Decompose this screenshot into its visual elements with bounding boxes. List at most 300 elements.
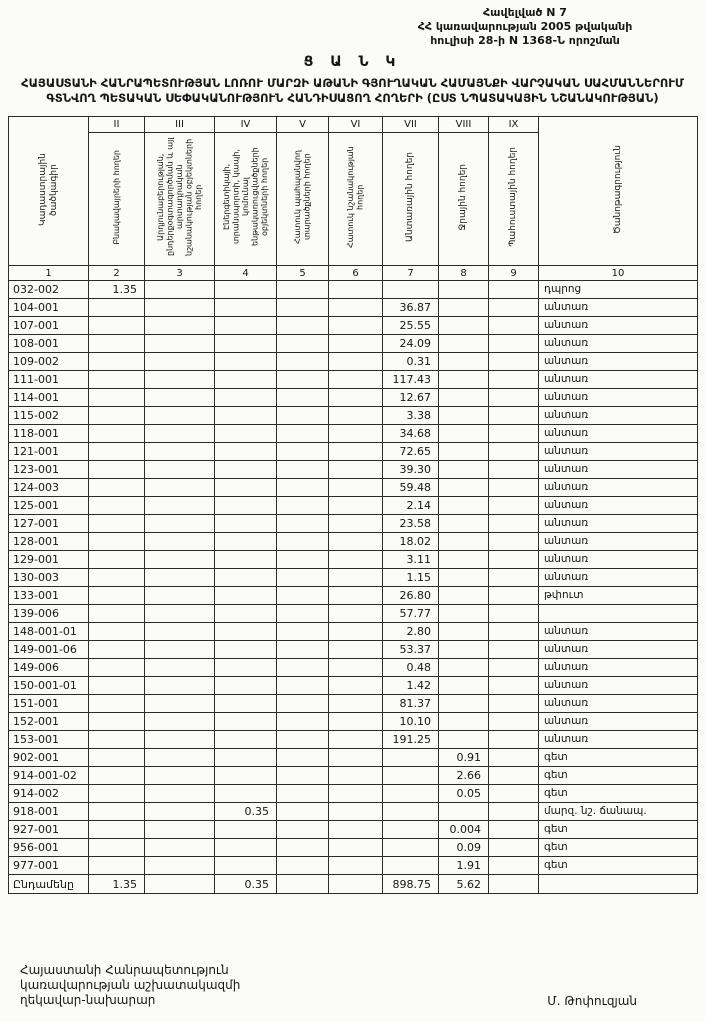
cell-area-value [329,479,383,497]
cell-area-value [215,749,277,767]
cell-area-value [329,731,383,749]
cell-area-value [145,569,215,587]
cell-area-value [489,335,539,353]
cell-area-value [277,407,329,425]
cell-area-value [489,443,539,461]
cell-area-value [89,713,145,731]
cell-area-value: 23.58 [383,515,439,533]
column-numeral: II [89,117,145,133]
cell-area-value [277,371,329,389]
cell-note: անտառ [539,695,698,713]
appendix-line-1: Հավելված N 7 [483,6,567,19]
cell-area-value [215,443,277,461]
column-numeral: IV [215,117,277,133]
cell-area-value: 0.35 [215,875,277,894]
column-number: 10 [539,266,698,281]
page-title: Ց Ա Ն Կ [303,54,402,70]
table-row [9,515,698,533]
cell-area-value [489,803,539,821]
cell-area-value [89,839,145,857]
cell-area-value [89,371,145,389]
cell-note: անտառ [539,479,698,497]
cell-area-value [329,515,383,533]
cell-area-value [89,587,145,605]
column-number: 6 [329,266,383,281]
cell-area-value: 25.55 [383,317,439,335]
cell-area-value [215,731,277,749]
column-header-special-lands: Հատուկ նշանակության հողեր [329,133,383,266]
cell-area-value [329,749,383,767]
table-row [9,461,698,479]
cell-note: անտառ [539,443,698,461]
table-row [9,677,698,695]
column-number: 5 [277,266,329,281]
cell-cadastral-code: 129-001 [9,551,89,569]
cell-area-value [277,623,329,641]
cell-area-value: 117.43 [383,371,439,389]
cell-area-value [439,515,489,533]
cell-area-value [145,839,215,857]
document-footer [8,963,697,1008]
appendix-block [375,6,675,48]
cell-area-value [89,479,145,497]
cell-area-value [277,677,329,695]
cell-area-value [439,299,489,317]
cell-area-value [383,281,439,299]
cell-area-value [215,695,277,713]
cell-area-value: 898.75 [383,875,439,894]
column-number: 8 [439,266,489,281]
appendix-line-2: ՀՀ կառավարության 2005 թվականի [417,20,633,33]
table-row [9,551,698,569]
cell-area-value: 1.35 [89,281,145,299]
cell-area-value [145,803,215,821]
cell-area-value [145,695,215,713]
cell-area-value [277,443,329,461]
cell-area-value [89,515,145,533]
cell-note: անտառ [539,659,698,677]
table-row [9,533,698,551]
cell-area-value [145,731,215,749]
cell-note: անտառ [539,407,698,425]
cell-area-value [489,407,539,425]
cell-area-value [329,569,383,587]
column-numeral: V [277,117,329,133]
cell-note: անտառ [539,353,698,371]
cell-area-value: 81.37 [383,695,439,713]
cell-area-value [439,317,489,335]
cell-area-value [145,641,215,659]
cell-area-value [329,659,383,677]
cell-area-value [489,677,539,695]
cell-area-value [277,551,329,569]
cell-area-value: 26.80 [383,587,439,605]
cell-note: անտառ [539,641,698,659]
cell-area-value [489,605,539,623]
cell-area-value [329,299,383,317]
cell-area-value [489,587,539,605]
cell-area-value [145,299,215,317]
cell-area-value [89,803,145,821]
cell-area-value [489,389,539,407]
column-number: 7 [383,266,439,281]
cell-area-value [489,659,539,677]
cell-area-value [329,857,383,875]
cell-area-value: 3.11 [383,551,439,569]
table-row [9,821,698,839]
cell-area-value [89,317,145,335]
cell-area-value [489,425,539,443]
cell-cadastral-code: 128-001 [9,533,89,551]
table-row [9,281,698,299]
cell-note: թփուտ [539,587,698,605]
cell-area-value [277,389,329,407]
cell-area-value [277,317,329,335]
cell-area-value [277,497,329,515]
cell-area-value [329,353,383,371]
cell-area-value [439,389,489,407]
cell-note: գետ [539,785,698,803]
table-row [9,353,698,371]
cell-area-value [439,479,489,497]
cell-area-value [277,479,329,497]
cell-area-value [329,677,383,695]
cell-area-value [145,587,215,605]
cell-area-value: 39.30 [383,461,439,479]
table-row [9,389,698,407]
cell-cadastral-code: 107-001 [9,317,89,335]
column-header-protected-lands: Հատուկ պահպանվող տարածքների հողեր [277,133,329,266]
cell-area-value: 0.05 [439,785,489,803]
roman-numeral-row [9,117,698,133]
cell-note: անտառ [539,299,698,317]
column-number: 4 [215,266,277,281]
column-header-water-lands: Ջրային հողեր [439,133,489,266]
cell-area-value: 34.68 [383,425,439,443]
table-row [9,407,698,425]
cell-area-value [277,461,329,479]
table-row [9,443,698,461]
cell-cadastral-code: 918-001 [9,803,89,821]
cell-area-value [439,497,489,515]
cell-area-value [215,317,277,335]
cell-cadastral-code: 151-001 [9,695,89,713]
footer-line-1: Հայաստանի Հանրապետություն [20,963,229,977]
column-numeral: VI [329,117,383,133]
cell-area-value [89,551,145,569]
cell-area-value [439,353,489,371]
cell-area-value [277,749,329,767]
cell-area-value [215,605,277,623]
cell-area-value [277,803,329,821]
cell-area-value [489,749,539,767]
cell-area-value [89,335,145,353]
cell-note [539,605,698,623]
cell-area-value [277,875,329,894]
cell-area-value [215,281,277,299]
cell-area-value [329,605,383,623]
cell-cadastral-code: 139-006 [9,605,89,623]
cell-cadastral-code: 152-001 [9,713,89,731]
table-row [9,857,698,875]
cell-area-value [145,317,215,335]
cell-area-value [489,461,539,479]
cell-area-value [145,857,215,875]
cell-area-value [439,803,489,821]
cell-area-value [439,569,489,587]
cell-area-value [145,515,215,533]
cell-area-value [439,641,489,659]
cell-area-value [439,335,489,353]
cell-cadastral-code: 109-002 [9,353,89,371]
cell-note: անտառ [539,533,698,551]
cell-area-value [329,425,383,443]
cell-area-value [329,533,383,551]
cell-area-value [145,785,215,803]
cell-note: դպրոց [539,281,698,299]
table-row [9,713,698,731]
cell-area-value [329,875,383,894]
cell-area-value [329,695,383,713]
cell-area-value [439,281,489,299]
cell-area-value: 0.09 [439,839,489,857]
cell-area-value [277,425,329,443]
cell-area-value [145,677,215,695]
cell-cadastral-code: 153-001 [9,731,89,749]
cell-area-value [329,317,383,335]
cell-cadastral-code: 114-001 [9,389,89,407]
column-header-forest-lands: Անտառային հողեր [383,133,439,266]
cell-area-value [277,695,329,713]
cell-note: անտառ [539,569,698,587]
cell-cadastral-code: 124-003 [9,479,89,497]
cell-area-value [145,479,215,497]
column-numeral: VIII [439,117,489,133]
cell-area-value: 53.37 [383,641,439,659]
cell-area-value [383,803,439,821]
cell-area-value [277,353,329,371]
cell-area-value [489,623,539,641]
cell-area-value [145,533,215,551]
column-header-cadastral-code: Կադաստրային ծածկագիր [9,117,89,266]
cell-area-value [215,821,277,839]
cell-area-value [215,677,277,695]
cell-area-value [329,281,383,299]
cell-note: գետ [539,749,698,767]
cell-area-value [215,857,277,875]
cell-area-value: 57.77 [383,605,439,623]
cell-area-value [439,713,489,731]
column-header-settlement-lands: Բնակավայրերի հողեր [89,133,145,266]
cell-area-value [439,443,489,461]
cell-area-value [89,569,145,587]
cell-area-value [277,335,329,353]
cell-area-value [89,353,145,371]
cell-area-value [145,605,215,623]
column-header-industrial-lands: Արդյունաբերության, ընդերքօգտագործման և այլ արտադրական նշանակության օբյեկտների հողեր [145,133,215,266]
cell-area-value [329,461,383,479]
cell-area-value: 18.02 [383,533,439,551]
table-row [9,587,698,605]
cell-area-value [145,407,215,425]
cell-note [539,875,698,894]
table-row [9,317,698,335]
cell-area-value [89,443,145,461]
cell-area-value [277,857,329,875]
cell-area-value [145,335,215,353]
column-header-infrastructure-lands: Էներգետիկայի, տրանսպորտի, կապի, կոմունալ ենթակառուցվածքների օբյեկտների հողեր [215,133,277,266]
signatory-name: Մ. Թոփուզյան [547,994,637,1008]
cell-area-value: 1.91 [439,857,489,875]
cell-area-value [489,695,539,713]
cell-area-value [383,839,439,857]
cell-area-value [145,443,215,461]
cell-area-value [489,299,539,317]
cell-area-value [277,659,329,677]
cell-area-value: 2.66 [439,767,489,785]
cell-area-value [215,713,277,731]
cell-note: անտառ [539,623,698,641]
cell-area-value [489,353,539,371]
cell-cadastral-code: 121-001 [9,443,89,461]
cell-note: գետ [539,839,698,857]
cell-area-value [89,731,145,749]
table-body [9,281,698,894]
cell-area-value [489,821,539,839]
cell-area-value [489,713,539,731]
cell-cadastral-code: 118-001 [9,425,89,443]
cell-area-value [145,875,215,894]
cell-area-value: 191.25 [383,731,439,749]
cell-area-value [329,839,383,857]
cell-area-value [489,785,539,803]
cell-area-value [145,425,215,443]
cell-area-value [329,407,383,425]
cell-area-value [489,641,539,659]
cell-area-value [277,605,329,623]
cell-area-value [145,749,215,767]
cell-cadastral-code: 133-001 [9,587,89,605]
cell-area-value [145,497,215,515]
table-row [9,497,698,515]
cell-area-value [215,299,277,317]
cell-area-value [89,785,145,803]
table-row [9,803,698,821]
cell-area-value [89,623,145,641]
cell-area-value [145,659,215,677]
cell-area-value [439,677,489,695]
cell-cadastral-code: 123-001 [9,461,89,479]
cell-area-value [489,371,539,389]
cell-area-value [277,281,329,299]
cell-area-value [89,389,145,407]
cell-area-value: 59.48 [383,479,439,497]
table-row [9,371,698,389]
cell-cadastral-code: 104-001 [9,299,89,317]
cell-area-value [215,515,277,533]
cell-area-value [215,371,277,389]
cell-area-value [439,407,489,425]
cell-area-value [329,335,383,353]
cell-area-value [439,533,489,551]
cell-cadastral-code: 927-001 [9,821,89,839]
total-row [9,875,698,894]
cell-area-value [215,497,277,515]
cell-area-value [215,587,277,605]
cell-area-value [89,605,145,623]
cell-area-value: 0.004 [439,821,489,839]
cell-area-value [145,389,215,407]
cell-area-value [329,821,383,839]
table-row [9,299,698,317]
cell-note: անտառ [539,425,698,443]
cell-cadastral-code: 032-002 [9,281,89,299]
cell-area-value [215,623,277,641]
cell-area-value: 10.10 [383,713,439,731]
cell-area-value: 1.42 [383,677,439,695]
cell-area-value [89,695,145,713]
cell-area-value [329,641,383,659]
cell-area-value [489,533,539,551]
column-number: 3 [145,266,215,281]
cell-area-value [277,299,329,317]
cell-area-value [329,371,383,389]
cell-area-value [215,407,277,425]
cell-area-value [489,515,539,533]
cell-area-value [439,731,489,749]
cell-area-value [489,479,539,497]
cell-area-value [215,389,277,407]
cell-area-value [215,785,277,803]
cell-area-value [89,641,145,659]
cell-area-value: 0.35 [215,803,277,821]
cell-area-value [145,353,215,371]
cell-area-value [489,767,539,785]
cell-area-value: 1.35 [89,875,145,894]
cell-area-value [145,371,215,389]
cell-area-value [329,623,383,641]
cell-cadastral-code: 115-002 [9,407,89,425]
cell-area-value [489,551,539,569]
cell-area-value [329,803,383,821]
cell-area-value [89,461,145,479]
cell-area-value: 5.62 [439,875,489,894]
cell-area-value [277,533,329,551]
cell-area-value [329,551,383,569]
cell-note: գետ [539,857,698,875]
cell-area-value [89,299,145,317]
cell-note: անտառ [539,335,698,353]
cell-area-value [439,623,489,641]
cell-area-value [215,335,277,353]
cell-area-value [277,785,329,803]
cell-area-value: 0.31 [383,353,439,371]
cell-cadastral-code: 148-001-01 [9,623,89,641]
cell-area-value [439,659,489,677]
cell-area-value: 2.80 [383,623,439,641]
cell-area-value [215,551,277,569]
table-row [9,785,698,803]
cell-cadastral-code: 914-002 [9,785,89,803]
cell-area-value [215,353,277,371]
column-header-notes: Ծանոթագրություն [539,117,698,266]
cell-area-value: 24.09 [383,335,439,353]
table-row [9,425,698,443]
cell-area-value [89,767,145,785]
cell-area-value: 72.65 [383,443,439,461]
cell-note: մարզ. նշ. ճանապ. [539,803,698,821]
cell-area-value [277,731,329,749]
